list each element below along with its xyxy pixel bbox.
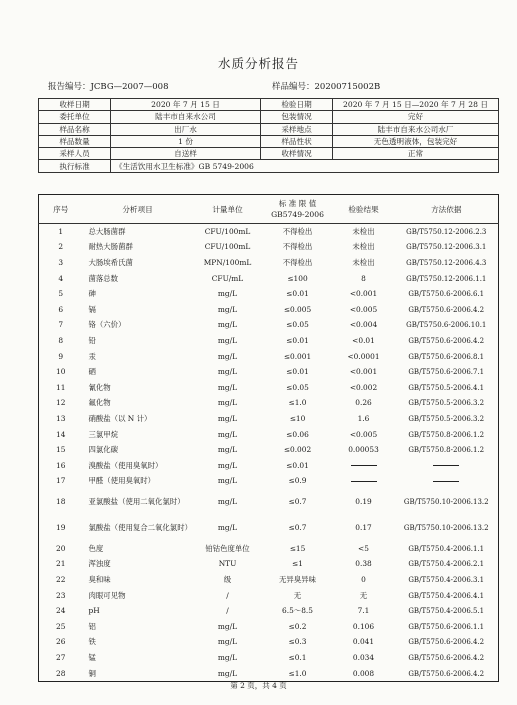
table-row: [39, 411, 499, 427]
table-row: [39, 458, 499, 474]
row-number: 17: [56, 476, 66, 486]
info-row: [39, 111, 499, 123]
info-label: 收样日期: [39, 99, 111, 111]
table-row: [39, 557, 499, 573]
row-unit: mg/L: [217, 523, 238, 533]
row-unit: mg/L: [217, 398, 238, 408]
table-row: [39, 396, 499, 412]
table-row: [39, 650, 499, 666]
table-row: [39, 286, 499, 302]
report-number: [48, 80, 168, 92]
row-limit: ≤0.3: [288, 637, 307, 647]
table-row: [39, 349, 499, 365]
row-unit: mg/L: [217, 289, 238, 299]
row-method: [395, 458, 499, 474]
row-unit: mg/L: [217, 429, 238, 439]
row-method: GB/T5750.10-2006.13.2: [403, 524, 489, 533]
row-method: GB/T5750.12-2006.4.3: [406, 258, 487, 267]
row-method: GB/T5750.6-2006.4.2: [408, 336, 485, 345]
row-item: 铅: [88, 335, 96, 345]
sample-number-value: 20200715002B: [314, 82, 381, 92]
table-row: [39, 635, 499, 651]
row-unit: mg/L: [217, 382, 238, 392]
row-item: 铜: [88, 668, 96, 678]
row-method: GB/T5750.5-2006.4.1: [408, 383, 485, 392]
row-result: 8: [361, 273, 366, 283]
row-method: GB/T5750.4-2006.2.1: [408, 560, 485, 569]
header-method: 方法依据: [395, 195, 499, 224]
info-value: 无色透明液体，包装完好: [333, 135, 499, 147]
row-item: 汞: [88, 351, 96, 361]
table-row: [39, 489, 499, 515]
row-result: 未检出: [352, 242, 375, 252]
row-unit: /: [226, 590, 229, 600]
row-method: GB/T5750.6-2006.6.1: [408, 290, 485, 299]
row-limit: ≤100: [287, 273, 308, 283]
row-item: 氯酸盐（使用复合二氧化氯时）: [88, 523, 192, 533]
row-method: GB/T5750.12-2006.2.3: [406, 227, 487, 236]
row-item: 臭和味: [88, 575, 111, 585]
row-number: 25: [56, 621, 66, 631]
row-unit: mg/L: [217, 413, 238, 423]
row-number: 15: [56, 445, 66, 455]
info-row: [39, 135, 499, 147]
row-result: 0.034: [352, 653, 375, 663]
empty-dash: [433, 465, 459, 466]
info-value: 完好: [333, 111, 499, 123]
row-limit: 6.5～8.5: [282, 606, 313, 616]
page-footer: 第 2 页，共 4 页: [230, 681, 287, 690]
row-limit: ≤1.0: [288, 668, 307, 678]
row-result: <0.002: [349, 382, 378, 392]
table-row: [39, 515, 499, 541]
row-item: 镉: [88, 304, 96, 314]
row-limit: ≤0.01: [286, 460, 309, 470]
row-number: 1: [58, 226, 64, 236]
row-number: 26: [56, 637, 66, 647]
row-result: 0.26: [355, 398, 372, 408]
header-item: 分析项目: [83, 195, 193, 224]
row-number: 2: [58, 242, 64, 252]
table-row: [39, 255, 499, 271]
info-value: 1 份: [111, 135, 261, 147]
row-limit: ≤1: [292, 559, 303, 569]
row-result: 7.1: [357, 606, 370, 616]
row-number: 3: [58, 257, 64, 267]
report-number-label: 报告编号：: [48, 82, 91, 92]
row-result: <0.004: [349, 320, 378, 330]
table-body: [39, 224, 499, 682]
row-unit: mg/L: [217, 621, 238, 631]
row-number: 4: [58, 273, 64, 283]
table-header-row: [39, 195, 499, 224]
row-result: <0.001: [349, 289, 378, 299]
row-limit: 不得检出: [282, 257, 313, 267]
row-limit: 不得检出: [282, 226, 313, 236]
row-item: 铁: [88, 637, 96, 647]
row-method: GB/T5750.4-2006.5.1: [408, 607, 485, 616]
row-item: 氰化物: [88, 382, 111, 392]
row-method: GB/T5750.5-2006.3.2: [408, 399, 485, 408]
row-method: GB/T5750.10-2006.13.2: [403, 498, 489, 507]
row-method: GB/T5750.6-2006.8.1: [408, 352, 485, 361]
row-result: <0.005: [349, 304, 378, 314]
row-item: 大肠埃希氏菌: [88, 257, 133, 267]
row-method: GB/T5750.8-2006.1.2: [408, 430, 485, 439]
row-limit: ≤0.1: [288, 653, 307, 663]
row-method: GB/T5750.4-2006.4.1: [408, 591, 485, 600]
row-result: 0.17: [355, 523, 372, 533]
row-item: 铝: [88, 621, 96, 631]
row-number: 10: [56, 367, 66, 377]
row-unit: mg/L: [217, 497, 238, 507]
info-label: 委托单位: [39, 111, 111, 123]
row-item: 三氯甲烷: [88, 429, 119, 439]
row-limit: 无: [293, 590, 302, 600]
row-unit: mg/L: [217, 320, 238, 330]
row-limit: ≤0.002: [283, 445, 312, 455]
info-value: 出厂水: [111, 123, 261, 135]
table-row: [39, 442, 499, 458]
row-limit: ≤0.2: [288, 621, 307, 631]
row-item: 甲醛（使用臭氧时）: [88, 476, 156, 486]
row-unit: mg/L: [217, 445, 238, 455]
sample-number: [272, 80, 380, 92]
info-value: 自送样: [111, 148, 261, 160]
row-limit: ≤0.001: [283, 351, 312, 361]
empty-dash: [351, 481, 377, 482]
row-number: 18: [56, 497, 66, 507]
row-result: 0.041: [352, 637, 375, 647]
row-method: GB/T5750.6-2006.4.2: [408, 669, 485, 678]
row-result: 0.106: [352, 621, 375, 631]
page-title: 水质分析报告: [217, 56, 299, 71]
row-result: <0.0001: [347, 351, 380, 361]
table-row: [39, 603, 499, 619]
analysis-results-table: [38, 194, 499, 682]
row-result: [333, 474, 395, 490]
row-limit: ≤0.05: [286, 382, 309, 392]
row-number: 9: [58, 351, 64, 361]
info-value: 2020 年 7 月 15 日: [111, 99, 261, 111]
row-result: 0.19: [355, 497, 372, 507]
row-limit: ≤0.005: [283, 304, 312, 314]
row-limit: 无异臭异味: [279, 575, 316, 585]
report-number-value: JCBG—2007—008: [90, 82, 169, 92]
row-unit: mg/L: [217, 351, 238, 361]
table-row: [39, 572, 499, 588]
row-limit: ≤0.01: [286, 289, 309, 299]
row-number: 12: [56, 398, 66, 408]
info-label: 检验日期: [261, 99, 333, 111]
info-row: [39, 99, 499, 111]
row-item: 浑浊度: [88, 559, 111, 569]
info-label: 样品数量: [39, 135, 111, 147]
row-number: 20: [56, 543, 66, 553]
row-unit: 级: [223, 575, 232, 585]
row-item: 铬（六价）: [88, 320, 126, 330]
row-number: 7: [58, 320, 64, 330]
row-limit: ≤0.05: [286, 320, 309, 330]
row-item: pH: [88, 606, 100, 616]
info-row: [39, 148, 499, 160]
row-limit: ≤1.0: [288, 398, 307, 408]
row-unit: 铂钴色度单位: [205, 543, 250, 553]
table-row: [39, 240, 499, 256]
row-method: GB/T5750.6-2006.4.2: [408, 638, 485, 647]
row-unit: MPN/100mL: [203, 257, 252, 267]
row-number: 24: [56, 606, 66, 616]
row-number: 14: [56, 429, 66, 439]
row-number: 8: [58, 335, 64, 345]
row-item: 菌落总数: [88, 273, 119, 283]
row-method: GB/T5750.6-2006.1.1: [408, 622, 485, 631]
info-label: 收样情况: [261, 148, 333, 160]
table-row: [39, 427, 499, 443]
row-unit: /: [226, 606, 229, 616]
row-result: <0.001: [349, 367, 378, 377]
header-no: 序号: [39, 195, 83, 224]
row-number: 22: [56, 575, 66, 585]
row-result: 0.00053: [348, 445, 379, 455]
info-value: 2020 年 7 月 15 日—2020 年 7 月 28 日: [333, 99, 499, 111]
table-row: [39, 588, 499, 604]
row-method: GB/T5750.6-2006.4.2: [408, 654, 485, 663]
row-method: GB/T5750.8-2006.1.2: [408, 446, 485, 455]
info-label: 样品性状: [261, 135, 333, 147]
row-result: 0.38: [355, 559, 372, 569]
table-row: [39, 364, 499, 380]
row-unit: mg/L: [217, 476, 238, 486]
row-unit: CFU/100mL: [204, 226, 251, 236]
table-row: [39, 380, 499, 396]
info-label: 包装情况: [261, 111, 333, 123]
row-number: 27: [56, 653, 66, 663]
row-item: 氟化物: [88, 398, 111, 408]
row-method: GB/T5750.6-2006.10.1: [406, 321, 487, 330]
header-limit-standard: GB5749-2006: [271, 210, 324, 219]
row-number: 21: [56, 559, 66, 569]
row-result: 未检出: [352, 257, 375, 267]
row-item: 硒: [88, 367, 96, 377]
row-result: <5: [358, 543, 369, 553]
info-row: [39, 123, 499, 135]
table-row: [39, 271, 499, 287]
row-number: 16: [56, 460, 66, 470]
info-label: 样品名称: [39, 123, 111, 135]
row-number: 13: [56, 413, 66, 423]
row-unit: mg/L: [217, 367, 238, 377]
row-item: 砷: [88, 289, 96, 299]
info-value: 陆丰市自来水公司: [111, 111, 261, 123]
row-item: 溴酸盐（使用臭氧时）: [88, 460, 163, 470]
header-limit: [263, 195, 333, 224]
row-number: 28: [56, 668, 66, 678]
row-item: 亚氯酸盐（使用二氧化氯时）: [88, 497, 185, 507]
row-method: GB/T5750.4-2006.3.1: [408, 576, 485, 585]
info-row: [39, 160, 499, 172]
row-limit: ≤0.01: [286, 335, 309, 345]
row-unit: NTU: [218, 559, 237, 569]
row-unit: mg/L: [217, 335, 238, 345]
row-method: GB/T5750.12-2006.3.1: [406, 243, 487, 252]
row-result: 1.6: [357, 413, 370, 423]
row-result: 0.008: [352, 668, 375, 678]
table-row: [39, 224, 499, 240]
row-result: 无: [359, 590, 368, 600]
row-limit: ≤0.7: [288, 523, 307, 533]
row-limit: 不得检出: [282, 242, 313, 252]
sample-number-label: 样品编号：: [272, 82, 315, 92]
row-number: 6: [58, 304, 64, 314]
row-result: [333, 458, 395, 474]
sample-info-table: [38, 98, 499, 173]
header-result: 检验结果: [333, 195, 395, 224]
row-item: 肉眼可见物: [88, 590, 126, 600]
table-row: [39, 302, 499, 318]
row-method: [395, 474, 499, 490]
row-method: GB/T5750.12-2006.1.1: [406, 274, 487, 283]
row-item: 总大肠菌群: [88, 226, 126, 236]
row-result: <0.01: [352, 335, 375, 345]
table-row: [39, 541, 499, 557]
row-unit: CFU/100mL: [204, 242, 251, 252]
empty-dash: [351, 465, 377, 466]
row-item: 四氯化碳: [88, 445, 119, 455]
row-unit: mg/L: [217, 637, 238, 647]
row-method: GB/T5750.6-2006.4.2: [408, 305, 485, 314]
info-value: 正常: [333, 148, 499, 160]
header-unit: 计量单位: [193, 195, 263, 224]
row-number: 23: [56, 590, 66, 600]
table-row: [39, 333, 499, 349]
row-limit: ≤15: [289, 543, 306, 553]
row-result: 未检出: [352, 226, 375, 236]
table-row: [39, 474, 499, 490]
row-unit: mg/L: [217, 653, 238, 663]
row-item: 锰: [88, 653, 96, 663]
row-unit: CFU/mL: [211, 273, 244, 283]
info-label: 采样地点: [261, 123, 333, 135]
row-number: 19: [56, 523, 66, 533]
row-limit: ≤10: [289, 413, 306, 423]
row-number: 5: [58, 289, 64, 299]
row-item: 色度: [88, 543, 104, 553]
header-limit-label: 标 准 限 值: [278, 199, 317, 208]
row-method: GB/T5750.6-2006.7.1: [408, 368, 485, 377]
row-unit: mg/L: [217, 460, 238, 470]
row-item: 硝酸盐（以 N 计）: [88, 413, 152, 423]
row-number: 11: [56, 382, 66, 392]
row-unit: mg/L: [217, 304, 238, 314]
row-result: 0: [361, 575, 366, 585]
table-row: [39, 619, 499, 635]
row-method: GB/T5750.5-2006.3.2: [408, 414, 485, 423]
info-label: 采样人员: [39, 148, 111, 160]
info-value: 《生活饮用水卫生标准》GB 5749-2006: [111, 160, 499, 172]
row-item: 耐热大肠菌群: [88, 242, 133, 252]
row-unit: mg/L: [217, 668, 238, 678]
row-limit: ≤0.9: [288, 476, 307, 486]
info-label: 执行标准: [39, 160, 111, 172]
table-row: [39, 318, 499, 334]
row-limit: ≤0.06: [286, 429, 309, 439]
row-result: <0.005: [349, 429, 378, 439]
info-value: 陆丰市自来水公司水厂: [333, 123, 499, 135]
row-limit: ≤0.01: [286, 367, 309, 377]
empty-dash: [433, 481, 459, 482]
row-limit: ≤0.7: [288, 497, 307, 507]
row-method: GB/T5750.4-2006.1.1: [408, 544, 485, 553]
